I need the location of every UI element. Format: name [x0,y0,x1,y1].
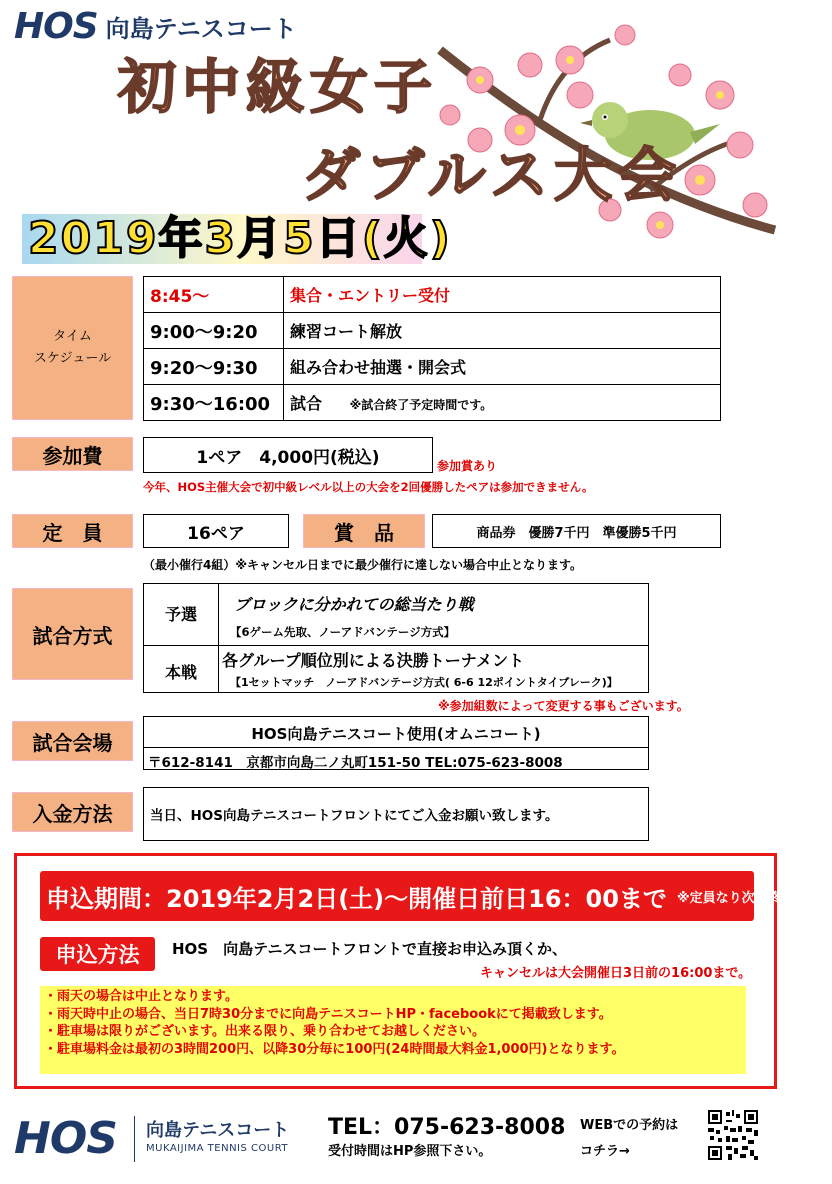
schedule-time: 9:30〜16:00 [144,385,284,421]
schedule-time: 9:20〜9:30 [144,349,284,385]
payment-box [143,787,649,841]
payment-label: 入金方法 [12,792,133,832]
schedule-event-cell [284,385,721,421]
schedule-row [144,349,721,385]
fee-note: 参加賞あり [437,459,498,473]
prelim-sub: 【6ゲーム先取、ノーアドバンテージ方式】 [230,625,456,639]
venue-divider [144,747,648,748]
capacity-label: 定 員 [12,514,133,548]
fee-warning: 今年、HOS主催大会で初中級レベル以上の大会を2回優勝したペアは参加できません。 [143,480,594,494]
schedule-row [144,313,721,349]
schedule-event: 試合 [290,394,323,413]
schedule-event: 練習コート解放 [284,313,721,349]
hos-logo-mark: HOS [14,5,98,47]
notice-box [40,986,746,1074]
schedule-table [143,276,721,421]
prelim-label: 予選 [164,605,197,624]
final-label: 本戦 [164,663,197,682]
application-period-note: ※定員なり次第終了です。 [676,890,832,906]
schedule-event: 組み合わせ抽選・開会式 [284,349,721,385]
prize-label: 賞 品 [303,514,425,548]
venue-address: 〒612-8141 京都市向島二ノ丸町151-50 TEL:075-623-8008 [148,755,563,771]
header-logo [14,6,297,46]
format-note: ※参加組数によって変更する事もございます。 [438,699,689,713]
schedule-note: ※試合終了予定時間です。 [349,398,493,412]
footer-web-line1: WEBでの予約は [580,1118,679,1133]
prelim-main: ブロックに分かれての総当たり戦 [234,595,474,614]
application-method-value: HOS 向島テニスコートフロントで直接お申込み頂くか、 [172,940,568,958]
format-box [143,583,649,693]
format-divider-h [144,645,648,646]
application-method-label: 申込方法 [40,937,155,971]
schedule-label-text: タイム スケジュール [33,329,112,366]
schedule-row [144,277,721,313]
footer-logo [14,1108,117,1168]
footer-hos-logo-mark: HOS [14,1112,117,1164]
qr-code-icon[interactable] [706,1108,760,1162]
notice-item: ・雨天時中止の場合、当日7時30分までに向島テニスコートHP・facebookにて掲載致します。 [44,1006,612,1022]
schedule-event: 集合・エントリー受付 [284,277,721,313]
footer-hours: 受付時間はHP参照下さい。 [328,1144,492,1159]
application-period: 申込期間：2019年2月2日(土)〜開催日前日16：00まで [46,884,667,913]
final-main: 各グループ順位別による決勝トーナメント [222,651,525,670]
footer-web-line2: コチラ→ [580,1144,630,1159]
capacity-note: （最小催行4組）※キャンセル日までに最少催行に達しない場合中止となります。 [143,558,583,572]
final-sub: 【1セットマッチ ノーアドバンテージ方式( 6-6 12ポイントタイブレーク)】 [230,676,618,689]
title-line-1: 初中級女子 [118,53,439,121]
prize-value: 商品券 優勝7千円 準優勝5千円 [476,525,677,541]
format-divider-v [218,584,219,692]
plum-blossom-bird-illustration [420,20,780,250]
footer-divider [134,1116,135,1162]
payment-value: 当日、HOS向島テニスコートフロントにてご入金お願い致します。 [150,808,559,824]
venue-label: 試合会場 [12,721,133,761]
title-line-2: ダブルス大会 [302,141,682,209]
format-label: 試合方式 [12,588,133,680]
schedule-time: 8:45〜 [144,277,284,313]
fee-label: 参加費 [12,437,133,471]
fee-value-box [143,437,433,473]
footer-company-ja: 向島テニスコート [146,1120,290,1141]
application-period-banner [40,871,832,921]
schedule-row [144,385,721,421]
capacity-value: 16ペア [187,523,245,544]
schedule-time: 9:00〜9:20 [144,313,284,349]
prize-value-box [432,514,721,548]
notice-item: ・雨天の場合は中止となります。 [44,989,238,1004]
header-company-name: 向島テニスコート [105,14,297,43]
footer-tel: TEL：075-623-8008 [328,1115,566,1140]
application-cancel-note: キャンセルは大会開催日3日前の16:00まで。 [480,966,752,981]
capacity-value-box [143,514,289,548]
venue-box [143,716,649,770]
footer-company-en: MUKAIJIMA TENNIS COURT [146,1143,289,1154]
event-date: 2019年3月5日(火) [28,213,452,264]
notice-item: ・駐車場料金は最初の3時間200円、以降30分毎に100円(24時間最大料金1,000円)となります。 [44,1041,625,1057]
venue-name: HOS向島テニスコート使用(オムニコート) [251,725,541,743]
schedule-label [12,276,133,420]
notice-item: ・駐車場は限りがございます。出来る限り、乗り合わせてお越しください。 [44,1024,485,1039]
fee-value: 1ペア 4,000円(税込) [196,447,380,468]
